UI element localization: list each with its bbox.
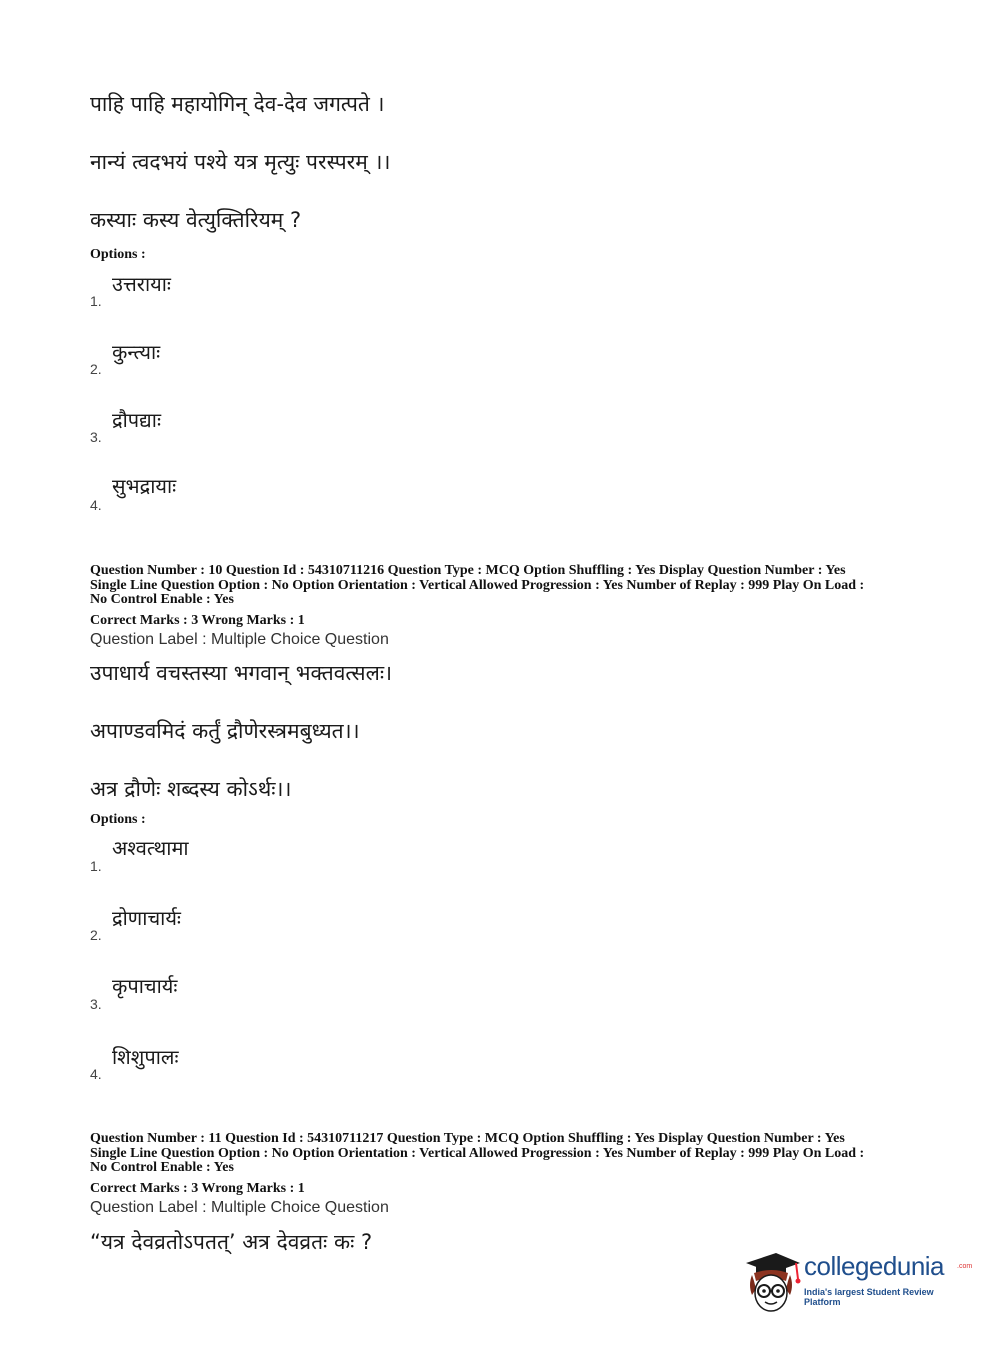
q9-option-3-number: 3. bbox=[90, 429, 102, 445]
q10-question-label: Question Label : Multiple Choice Question bbox=[90, 631, 389, 648]
q10-marks: Correct Marks : 3 Wrong Marks : 1 bbox=[90, 613, 305, 628]
q10-meta-line-2: Single Line Question Option : No Option Orientation : Vertical Allowed Progression : Yes Number of Replay : 999 Play On Load : bbox=[90, 577, 865, 593]
q9-option-4-text[interactable]: सुभद्रायाः bbox=[112, 474, 177, 498]
q9-option-2-text[interactable]: कुन्त्याः bbox=[112, 340, 161, 364]
q9-option-3-text[interactable]: द्रौपद्याः bbox=[112, 408, 161, 432]
q10-verse-line-2: अपाण्डवमिदं कर्तुं द्रौणेरस्त्रमबुध्यत।। bbox=[90, 719, 360, 743]
q10-option-4-text[interactable]: शिशुपालः bbox=[112, 1045, 179, 1069]
q10-option-3-text[interactable]: कृपाचार्यः bbox=[112, 974, 178, 998]
q10-verse-line-3: अत्र द्रौणेः शब्दस्य कोऽर्थः।। bbox=[90, 777, 292, 801]
q11-meta-line-1: Question Number : 11 Question Id : 54310711217 Question Type : MCQ Option Shuffling : Yes Display Question Number : Yes bbox=[90, 1131, 845, 1146]
q10-option-3-number: 3. bbox=[90, 996, 102, 1012]
q9-verse-line-2: नान्यं त्वदभयं पश्ये यत्र मृत्युः परस्परम् ।। bbox=[90, 150, 391, 174]
q11-marks: Correct Marks : 3 Wrong Marks : 1 bbox=[90, 1181, 305, 1196]
q11-meta-line-3: No Control Enable : Yes bbox=[90, 1160, 234, 1175]
q10-option-1-number: 1. bbox=[90, 858, 102, 874]
q10-option-1-text[interactable]: अश्वत्थामा bbox=[112, 836, 189, 860]
student-mascot-icon bbox=[742, 1245, 802, 1317]
q10-option-2-number: 2. bbox=[90, 927, 102, 943]
q10-meta-line-1: Question Number : 10 Question Id : 54310711216 Question Type : MCQ Option Shuffling : Yes Display Question Number : Yes bbox=[90, 563, 846, 578]
q11-meta-line-2: Single Line Question Option : No Option Orientation : Vertical Allowed Progression : Yes Number of Replay : 999 Play On Load : bbox=[90, 1145, 865, 1161]
collegedunia-domain-suffix: .com bbox=[957, 1263, 973, 1270]
q11-question-label: Question Label : Multiple Choice Question bbox=[90, 1199, 389, 1216]
q10-meta-line-3: No Control Enable : Yes bbox=[90, 592, 234, 607]
q10-options-label: Options : bbox=[90, 812, 146, 827]
q11-metadata bbox=[90, 1132, 920, 1176]
q9-option-1-text[interactable]: उत्तरायाः bbox=[112, 272, 171, 296]
q9-verse-line-1: पाहि पाहि महायोगिन् देव-देव जगत्पते । bbox=[90, 92, 385, 116]
q10-option-2-text[interactable]: द्रोणाचार्यः bbox=[112, 906, 181, 930]
q9-option-2-number: 2. bbox=[90, 361, 102, 377]
q9-options-label: Options : bbox=[90, 247, 146, 262]
q9-option-4-number: 4. bbox=[90, 497, 102, 513]
q9-option-1-number: 1. bbox=[90, 293, 102, 309]
q10-metadata bbox=[90, 564, 920, 608]
collegedunia-brand-text: collegedunia bbox=[804, 1251, 945, 1281]
q10-verse-line-1: उपाधार्य वचस्तस्या भगवान् भक्तवत्सलः। bbox=[90, 661, 393, 685]
q10-option-4-number: 4. bbox=[90, 1066, 102, 1082]
q9-verse-line-3: कस्याः कस्य वेत्युक्तिरियम् ? bbox=[90, 208, 302, 232]
collegedunia-tagline: India's largest Student Review Platform bbox=[804, 1287, 934, 1307]
q11-verse-line-1: “यत्र देवव्रतोऽपतत्’ अत्र देवव्रतः कः ? bbox=[90, 1230, 373, 1254]
collegedunia-watermark[interactable] bbox=[742, 1245, 972, 1317]
